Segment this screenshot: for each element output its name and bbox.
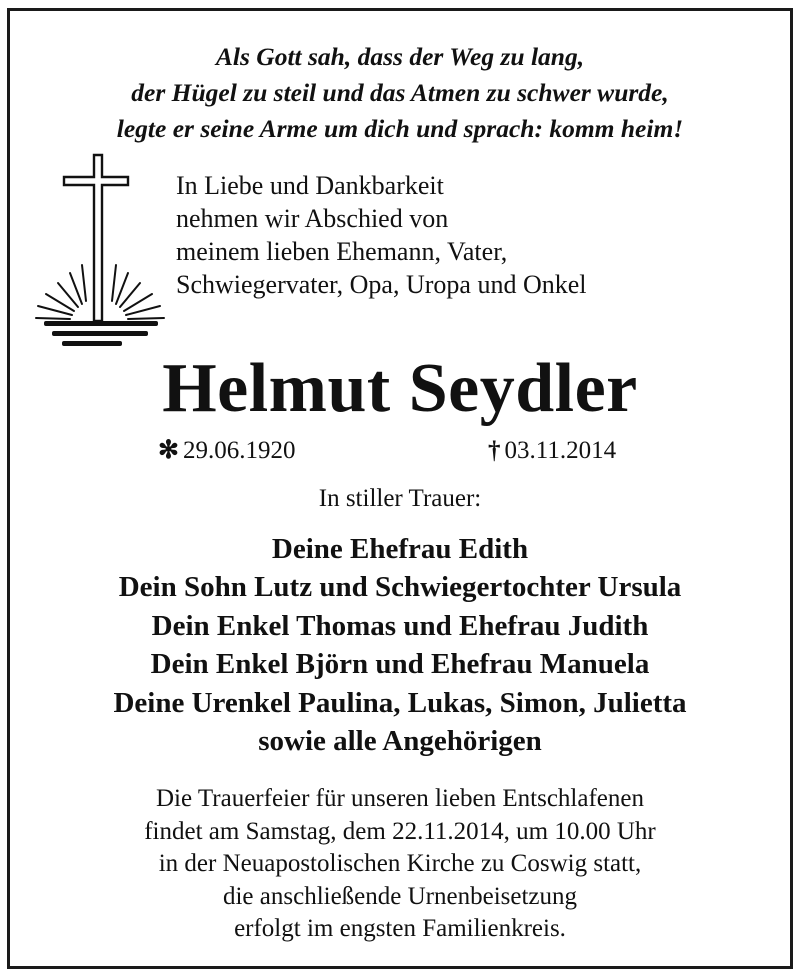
intro-line: In Liebe und Dankbarkeit [176,171,444,200]
funeral-notice [10,783,790,946]
deceased-name: Helmut Seydler [162,350,638,427]
funeral-line: in der Neuapostolischen Kirche zu Coswig statt, [158,850,642,877]
funeral-line: die anschließende Urnenbeisetzung [222,882,578,910]
obituary-frame [7,8,793,969]
poem-line: Als Gott sah, dass der Weg zu lang, [215,42,585,71]
mourner-line: Deine Ehefrau Edith [271,533,529,565]
mourner-line: Dein Enkel Thomas und Ehefrau Judith [151,609,649,642]
funeral-line: Die Trauerfeier für unseren lieben Entschlafenen [155,785,644,812]
mourner-line: Dein Enkel Björn und Ehefrau Manuela [150,648,650,681]
birth-date: 29.06.1920 [182,437,296,464]
death-date-line [488,434,616,468]
intro-line: Schwiegervater, Opa, Uropa und Onkel [176,270,587,299]
death-cross-icon: † [488,437,501,464]
funeral-line: findet am Samstag, dem 22.11.2014, um 10.00 Uhr [144,817,656,845]
intro-line: meinem lieben Ehemann, Vater, [176,237,508,266]
mourner-line: sowie alle Angehörigen [258,725,542,758]
death-date: 03.11.2014 [504,437,617,464]
mourners-list [10,530,790,760]
poem-line: legte er seine Arme um dich und sprach: komm heim! [116,114,684,143]
poem [10,39,790,147]
birth-date-line [158,434,295,468]
cross-with-rising-sun-icon [30,149,170,359]
poem-line: der Hügel zu steil und das Atmen zu schwer wurde, [131,78,669,107]
mourner-line: Deine Urenkel Paulina, Lukas, Simon, Julietta [113,686,687,719]
intro-text [176,169,587,301]
intro-line: nehmen wir Abschied von [176,204,449,233]
mourning-label: In stiller Trauer: [318,485,482,512]
funeral-line: erfolgt im engsten Familienkreis. [234,915,566,942]
birth-star-icon: ✻ [158,437,179,464]
mourner-line: Dein Sohn Lutz und Schwiegertochter Ursula [118,571,682,604]
